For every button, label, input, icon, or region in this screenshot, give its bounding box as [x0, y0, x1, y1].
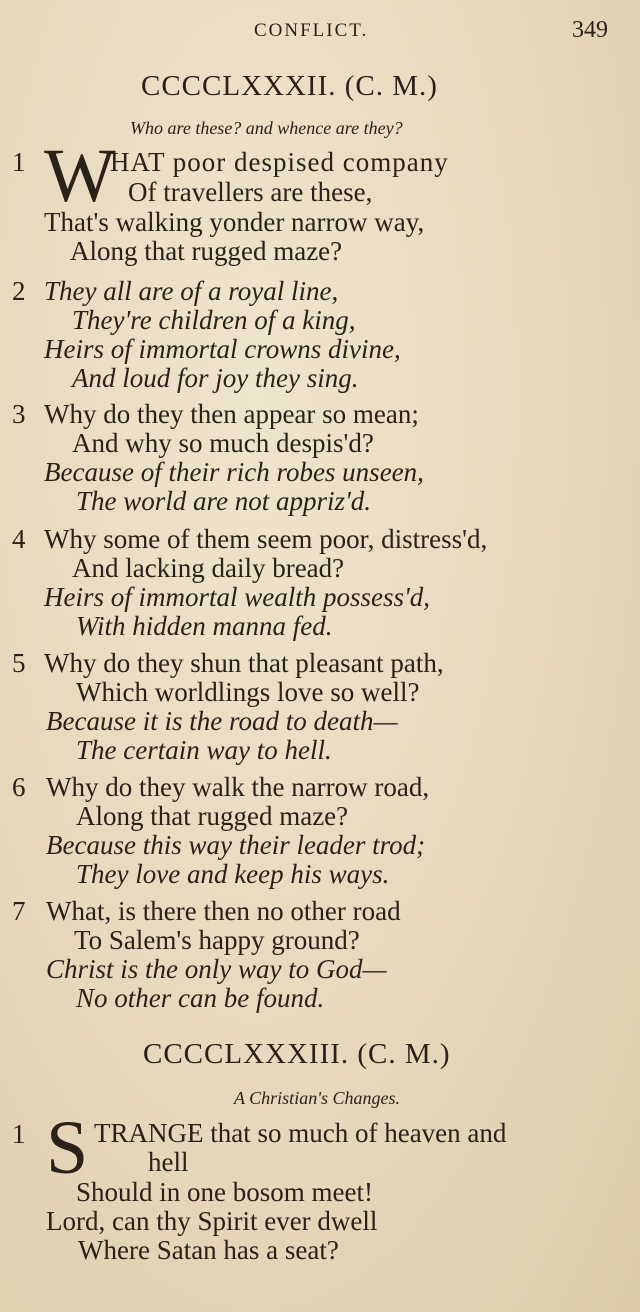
verse-line: With hidden manna fed.: [76, 611, 333, 641]
verse-line: And why so much despis'd?: [72, 428, 374, 458]
verse-line: And lacking daily bread?: [72, 553, 345, 583]
verse-line: That's walking yonder narrow way,: [44, 207, 425, 237]
verse-line: They're children of a king,: [72, 305, 356, 335]
running-head: [0, 17, 640, 48]
verse-line: They all are of a royal line,: [44, 276, 339, 306]
verse-line: Because of their rich robes unseen,: [44, 457, 424, 487]
hymn-subtitle: Who are these? and whence are they?: [130, 118, 403, 138]
verse-line: Why do they walk the narrow road,: [46, 772, 430, 802]
verse-line: Along that rugged maze?: [76, 801, 349, 831]
verse-line: What, is there then no other road: [46, 896, 401, 926]
hymn-subtitle: A Christian's Changes.: [234, 1088, 401, 1108]
verse-number: 1: [12, 147, 26, 177]
hymn-title: CCCCLXXXIII. (C. M.): [143, 1038, 451, 1070]
drop-cap: W: [44, 134, 116, 218]
verse-line: No other can be found.: [76, 983, 325, 1013]
verse-line: hell: [148, 1147, 189, 1177]
verse-line: And loud for joy they sing.: [72, 363, 359, 393]
verse-line: Heirs of immortal crowns divine,: [44, 334, 401, 364]
verse-line: The certain way to hell.: [76, 735, 332, 765]
verse-line: Christ is the only way to God—: [46, 954, 387, 984]
verse-number: 5: [12, 648, 26, 678]
verse-line: Why some of them seem poor, distress'd,: [44, 524, 488, 554]
verse-line: Why do they shun that pleasant path,: [44, 648, 444, 678]
verse-line: They love and keep his ways.: [76, 859, 390, 889]
page-number: 349: [572, 17, 608, 43]
hymn-title: CCCCLXXXII. (C. M.): [141, 70, 438, 102]
verse-line: HAT poor despised company: [110, 147, 449, 177]
verse-line: Along that rugged maze?: [70, 236, 343, 266]
verse-line: Because it is the road to death—: [46, 706, 398, 736]
verse-line: Where Satan has a seat?: [78, 1235, 339, 1265]
verse-number: 7: [12, 896, 26, 926]
verse-line: Which worldlings love so well?: [76, 677, 420, 707]
verse-line: Why do they then appear so mean;: [44, 399, 419, 429]
verse-number: 4: [12, 524, 26, 554]
verse-number: 6: [12, 772, 26, 802]
verse-line: To Salem's happy ground?: [74, 925, 360, 955]
verse-line: TRANGE that so much of heaven and: [94, 1118, 507, 1148]
verse-line: The world are not appriz'd.: [76, 486, 372, 516]
verse-line: Because this way their leader trod;: [46, 830, 426, 860]
drop-cap: S: [46, 1106, 89, 1190]
verse-line: Should in one bosom meet!: [76, 1177, 373, 1207]
verse-line: Heirs of immortal wealth possess'd,: [44, 582, 431, 612]
verse-number: 2: [12, 276, 26, 306]
verse-line: Lord, can thy Spirit ever dwell: [46, 1206, 378, 1236]
verse-number: 1: [12, 1119, 26, 1149]
running-head-title: CONFLICT.: [254, 20, 369, 41]
verse-line: Of travellers are these,: [128, 177, 373, 207]
verse-number: 3: [12, 399, 26, 429]
